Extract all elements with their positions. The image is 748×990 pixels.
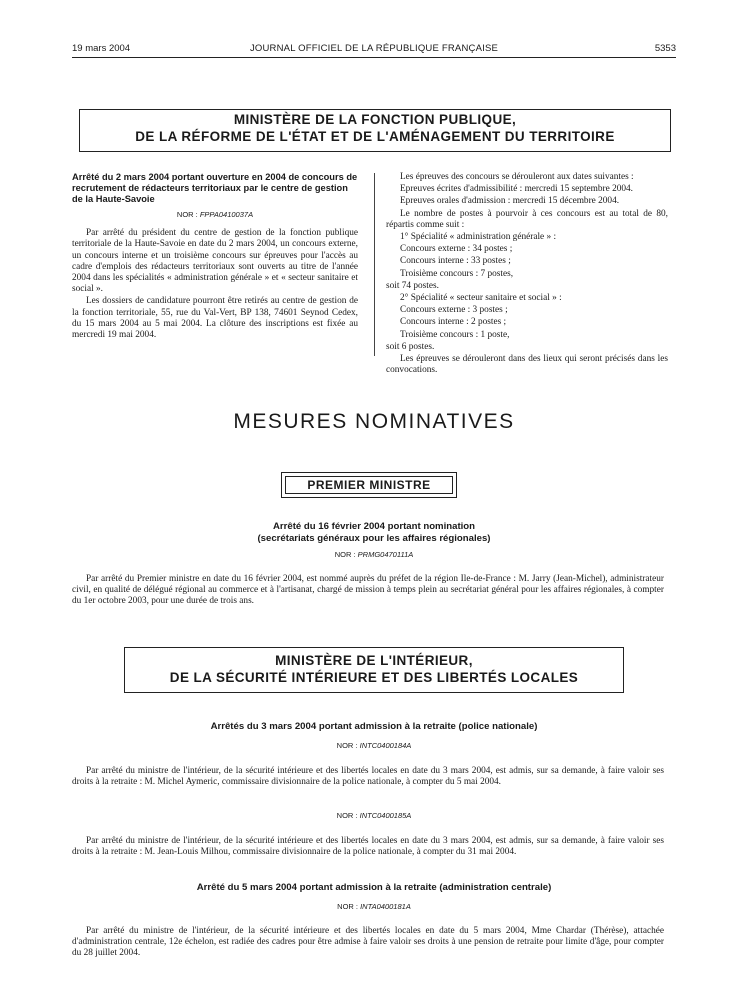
ministry2-line1: MINISTÈRE DE L'INTÉRIEUR, [275,653,473,668]
interieur-nor-2: NOR : INTC0400185A [336,811,412,820]
interieur-arretes-title: Arrêtés du 3 mars 2004 portant admission à la retraite (police nationale) [210,721,538,732]
arrete1-para2: Les dossiers de candidature pourront être retirés au centre de gestion de la fonction territoriale, 55, rue du Val-Vert, BP 138, 74601 Seynod Cedex, du 15 mars 2004 au 5 mai 2004. La clôture des inscriptions est fixée au mercredi 19 mai 2004. [72,296,358,341]
interieur-arrete-title-2: Arrêté du 5 mars 2004 portant admission à la retraite (administration centrale) [196,882,552,893]
premier-ministre-box [281,472,457,498]
arrete1-title: Arrêté du 2 mars 2004 portant ouverture en 2004 de concours de recrutement de rédacteurs territoriaux par le centre de gestion de la Haute-Savoie [72,172,358,204]
right-line: Les épreuves se dérouleront dans des lieux qui seront précisés dans les convocations. [386,354,668,376]
premier-arrete-title-1: Arrêté du 16 février 2004 portant nomination [272,521,476,532]
premier-arrete-title-2: (secrétariats généraux pour les affaires régionales) [257,533,491,544]
ministry-interieur-box [124,647,624,693]
right-line: Troisième concours : 7 postes, [400,268,514,279]
arrete1-nor: NOR : FPPA0410037A [176,210,254,219]
right-line: soit 6 postes. [386,341,435,352]
ministry-fonction-publique-box [79,109,671,152]
ministry1-line1: MINISTÈRE DE LA FONCTION PUBLIQUE, [233,112,517,127]
column-divider [374,173,375,356]
arrete1-para1: Par arrêté du président du centre de gestion de la fonction publique territoriale de la Haute-Savoie en date du 2 mars 2004, un concours externe, un concours interne et un troisième concours sur épreuves pour l'accès au cadre d'emplois des rédacteurs territoriaux sont ouverts au titre de l'année 2004 dans les spécialités « administration générale » et « secteur sanitaire et social ». [72,228,358,295]
header-rule [72,57,676,58]
interieur-paragraph-1: Par arrêté du ministre de l'intérieur, de la sécurité intérieure et des libertés locales en date du 3 mars 2004, est admis, sur sa demande, à faire valoir ses droits à la retraite : M. Michel Aymeric, commissaire divisionnaire de la police nationale, à compter du 5 mai 2004. [72,766,664,788]
arrete1-left-column [72,172,358,342]
section-title: MESURES NOMINATIVES [233,410,515,433]
interieur-nor-3: NOR : INTA0400181A [337,902,411,911]
premier-ministre-label: PREMIER MINISTRE [285,476,453,494]
right-line: Concours externe : 3 postes ; [400,305,508,316]
right-line: Les épreuves des concours se dérouleront aux dates suivantes : [400,172,634,182]
right-line: 1° Spécialité « administration générale » : [400,232,557,243]
arrete1-right-column [386,172,668,377]
journal-title: JOURNAL OFFICIEL DE LA RÉPUBLIQUE FRANÇAISE [249,43,499,54]
premier-paragraph: Par arrêté du Premier ministre en date du 16 février 2004, est nommé auprès du préfet de la région Ile-de-France : M. Jarry (Jean-Michel), administrateur civil, en qualité de délégué régional au commerce et à l'artisanat, chargé de mission à temps plein au secrétariat général pour les affaires régionales, à compter du 1er octobre 2003, pour une durée de trois ans. [72,574,664,607]
interieur-paragraph-3: Par arrêté du ministre de l'intérieur, de la sécurité intérieure et des libertés locales en date du 5 mars 2004, Mme Chardar (Thérèse), attachée d'administration centrale, 12e échelon, est radiée des cadres pour être admise à faire valoir ses droits à une pension de retraite pour limite d'âge, pour compter du 28 juillet 2004. [72,926,664,959]
page-number: 5353 [654,43,676,54]
right-line: 2° Spécialité « secteur sanitaire et social » : [400,293,562,304]
right-line: Concours externe : 34 postes ; [400,244,513,255]
right-line: Concours interne : 33 postes ; [400,256,511,267]
right-line: Concours interne : 2 postes ; [400,317,507,328]
right-line: Le nombre de postes à pourvoir à ces concours est au total de 80, répartis comme suit : [386,208,668,230]
interieur-nor-1: NOR : INTC0400184A [336,741,412,750]
interieur-paragraph-2: Par arrêté du ministre de l'intérieur, de la sécurité intérieure et des libertés locales en date du 3 mars 2004, est admis, sur sa demande, à faire valoir ses droits à la retraite : M. Jean-Louis Milhou, commissaire divisionnaire de la police nationale, à compter du 31 mai 2004. [72,836,664,858]
right-line: Epreuves écrites d'admissibilité : mercredi 15 septembre 2004. [400,184,633,195]
header-date: 19 mars 2004 [72,43,131,54]
ministry2-line2: DE LA SÉCURITÉ INTÉRIEURE ET DES LIBERTÉS LOCALES [169,670,579,685]
right-line: Epreuves orales d'admission : mercredi 15 décembre 2004. [400,196,620,207]
premier-nor: NOR : PRMG0470111A [334,550,414,559]
right-line: Troisième concours : 1 poste, [400,329,510,340]
right-line: soit 74 postes. [386,280,439,291]
ministry1-line2: DE LA RÉFORME DE L'ÉTAT ET DE L'AMÉNAGEMENT DU TERRITOIRE [135,129,615,144]
